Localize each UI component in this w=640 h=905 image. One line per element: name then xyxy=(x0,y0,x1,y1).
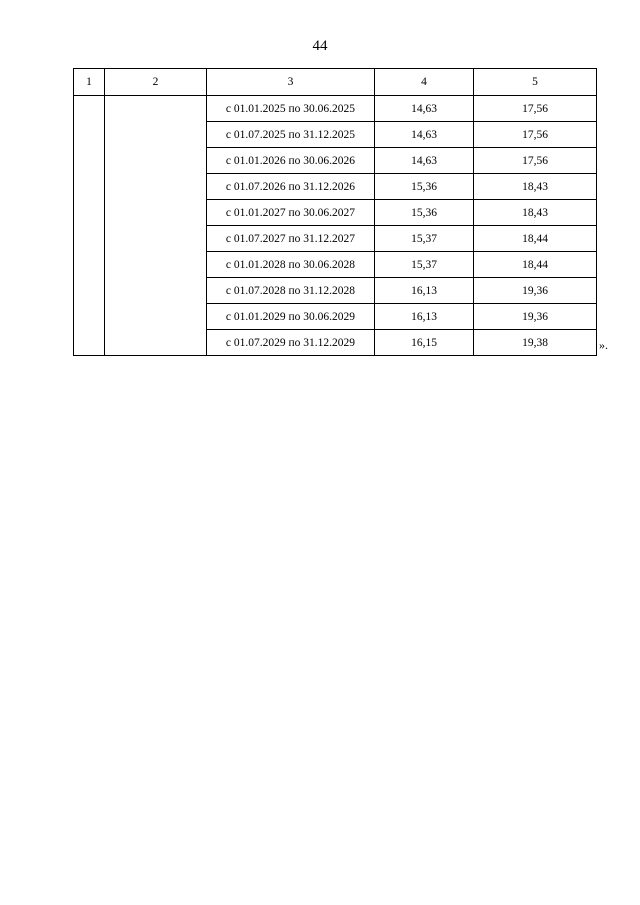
tariff-table xyxy=(73,68,597,356)
value-col-4-cell: 14,63 xyxy=(375,148,474,174)
column-header-1: 1 xyxy=(74,69,105,96)
period-cell: с 01.07.2027 по 31.12.2027 xyxy=(207,226,375,252)
period-cell: с 01.01.2028 по 30.06.2028 xyxy=(207,252,375,278)
page-number: 44 xyxy=(312,38,328,54)
period-cell: с 01.01.2026 по 30.06.2026 xyxy=(207,148,375,174)
value-col-4-cell: 15,36 xyxy=(375,200,474,226)
period-cell: с 01.07.2025 по 31.12.2025 xyxy=(207,122,375,148)
value-col-5-cell: 19,38 xyxy=(474,330,597,356)
value-col-5-cell: 18,44 xyxy=(474,252,597,278)
value-col-4-cell: 16,13 xyxy=(375,278,474,304)
table-header-row xyxy=(74,69,597,96)
value-col-5-cell: 19,36 xyxy=(474,278,597,304)
column-header-5: 5 xyxy=(474,69,597,96)
value-col-4-cell: 14,63 xyxy=(375,122,474,148)
value-col-5-cell: 19,36 xyxy=(474,304,597,330)
merged-cell-col-2 xyxy=(105,96,207,356)
value-col-4-cell: 15,37 xyxy=(375,226,474,252)
period-cell: с 01.01.2027 по 30.06.2027 xyxy=(207,200,375,226)
value-col-4-cell: 15,36 xyxy=(375,174,474,200)
period-cell: с 01.01.2025 по 30.06.2025 xyxy=(207,96,375,122)
value-col-4-cell: 16,15 xyxy=(375,330,474,356)
column-header-2: 2 xyxy=(105,69,207,96)
period-cell: с 01.07.2026 по 31.12.2026 xyxy=(207,174,375,200)
value-col-5-cell: 17,56 xyxy=(474,122,597,148)
value-col-5-cell: 17,56 xyxy=(474,96,597,122)
value-col-5-cell: 18,44 xyxy=(474,226,597,252)
column-header-3: 3 xyxy=(207,69,375,96)
value-col-5-cell: 18,43 xyxy=(474,174,597,200)
closing-quote-mark: ». xyxy=(599,338,608,352)
table-body xyxy=(74,96,597,356)
period-cell: с 01.07.2029 по 31.12.2029 xyxy=(207,330,375,356)
value-col-4-cell: 16,13 xyxy=(375,304,474,330)
column-header-4: 4 xyxy=(375,69,474,96)
value-col-4-cell: 15,37 xyxy=(375,252,474,278)
value-col-5-cell: 17,56 xyxy=(474,148,597,174)
table-row xyxy=(74,96,597,122)
merged-cell-col-1 xyxy=(74,96,105,356)
period-cell: с 01.01.2029 по 30.06.2029 xyxy=(207,304,375,330)
period-cell: с 01.07.2028 по 31.12.2028 xyxy=(207,278,375,304)
value-col-5-cell: 18,43 xyxy=(474,200,597,226)
value-col-4-cell: 14,63 xyxy=(375,96,474,122)
